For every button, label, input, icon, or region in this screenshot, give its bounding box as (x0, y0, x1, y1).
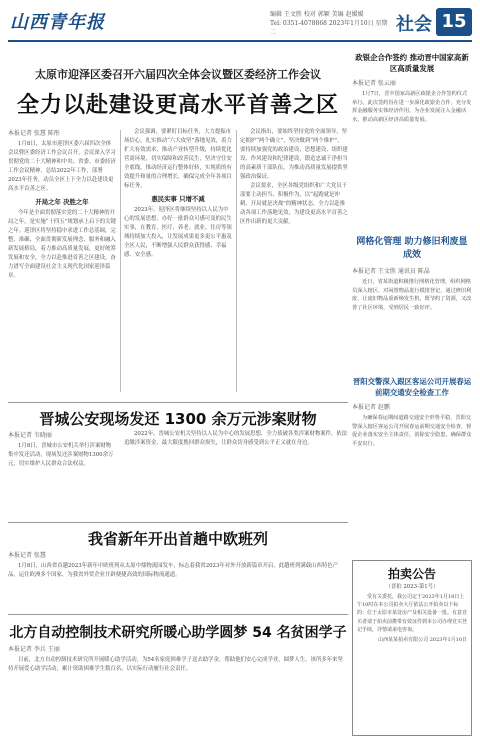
column-divider (120, 130, 121, 392)
lead-paragraph: 2023年，迎泽区将继续坚持以人民为中心的发展思想，办好一批群众可感可及的民生实事，在教育、医疗、养老、就业、住房等领域持续加大投入，让发展成果更多更公平惠及全区人民，不断增强人民群众获得感、幸福感、安全感。 (124, 207, 232, 258)
story2-column-2 (124, 430, 348, 518)
sidebar-item-paragraph: 为确保春运期间道路交通安全形势平稳，晋阳交警深入辖区客运公司开展春运前期交通安全检查，督促企业落实安全主体责任，消除安全隐患，确保群众平安出行。 (352, 415, 472, 447)
story2-paragraph: 2022年，晋城公安机关坚持以人民为中心的发展思想，全力侦破各类涉案财物案件，依法追缴涉案资金，最大限度挽回群众损失，让群众切身感受到公平正义就在身边。 (124, 431, 348, 446)
story2-paragraph: 1月8日，晋城市公安机关举行涉案财物集中发还活动，现场发还涉案财物1300余万元，切实维护人民群众合法权益。 (8, 443, 114, 467)
lead-column-2 (124, 128, 232, 396)
masthead-date: Tel: 0351-4078868 2023年1月10日 星期二 (270, 20, 388, 36)
sidebar-item-1 (352, 52, 472, 232)
sidebar-item-byline: 本报记者 张云丽 (352, 80, 396, 87)
newspaper-logo: 山西青年报 (10, 12, 105, 33)
lead-byline: 本报记者 张慧 陈彤 (8, 130, 60, 137)
sidebar-item-2 (352, 236, 472, 366)
masthead (8, 6, 472, 40)
auction-notice (352, 560, 472, 736)
notice-reference: （晋拍 2023-第1号） (385, 584, 439, 590)
column-divider (236, 130, 237, 392)
story2-column-1 (8, 430, 116, 518)
lead-headline: 全力以赴建设更高水平首善之区 (16, 93, 339, 118)
lead-kicker: 太原市迎泽区委召开六届四次全体会议暨区委经济工作会议 (35, 68, 321, 81)
section-divider (8, 522, 348, 523)
sidebar-item-title: 网格化管理 助力修旧利废显成效 (356, 237, 468, 260)
masthead-editors: 编辑 王文胜 校对 郭颖 美编 赵媛媛 (270, 11, 364, 18)
story3-headline: 我省新年开出首趟中欧班列 (87, 530, 268, 548)
story3-byline: 本报记者 张慧 (8, 552, 46, 559)
story3-paragraph: 1月8日，山西省首趟2023年新年中欧班列从太原中鼎物流园发车，标志着我省2023年对外开放新篇章开启。此趟班列满载山西特色产品，运往欧洲多个国家，为我省外贸企业开辟便捷高效的国际物流通道。 (8, 563, 339, 578)
lead-column-3 (240, 128, 348, 396)
sidebar-item-title: 政银企合作签约 推动晋中国家高新区高质量发展 (355, 53, 469, 73)
story3-body (8, 550, 348, 610)
lead-paragraph: 会议要求，全区各级党组织和广大党员干部要主动担当、积极作为，以“起跑就是冲刺、开局就是决战”的精神状态，全力以赴推动各项工作落地见效，为建设更高水平首善之区作出新的更大贡献。 (240, 183, 348, 225)
masthead-meta (270, 10, 390, 37)
lead-subhead: 惠民实事 只增不减 (151, 195, 205, 203)
section-label: 社会 (396, 14, 432, 35)
section-divider (8, 402, 348, 403)
lead-paragraph: 会议强调，要紧盯目标任务，大力提振市场信心，扎实推动“六大攻坚”落地见效，着力扩大有效需求，推动产业转型升级，持续优化营商环境，切实保障和改善民生，坚决守住安全底线，推动经济运行整体好转，实现质的有效提升和量的合理增长，确保完成全年各项目标任务。 (124, 129, 232, 189)
sidebar-item-paragraph: 近日，省某街道积极推行网格化管理，组织网格员深入辖区，对闲置物品进行摸排登记，通过修旧利废，让废旧物品重新焕发生机，既节约了资源，又改善了社区环境，受到居民一致好评。 (352, 279, 472, 311)
sidebar-item-byline: 本报记者 王文胜 通讯员 陈晶 (352, 268, 430, 275)
notice-title: 拍卖公告 (387, 567, 436, 581)
story4-byline: 本报记者 李兵 王丽 (8, 646, 60, 653)
sidebar-item-title: 晋阳交警深入跟区客运公司开展春运前期交通安全检查工作 (352, 377, 472, 397)
lead-column-1 (8, 128, 116, 396)
sidebar-item-3 (352, 376, 472, 556)
section-divider (8, 614, 348, 615)
story2-headline: 晋城公安现场发还 1300 余万元涉案财物 (39, 410, 317, 428)
lead-paragraph: 1月8日，太原市迎泽区委六届四次全体会议暨区委经济工作会议召开。会议深入学习贯彻党的二十大精神和中央、省委、市委经济工作会议精神，总结2022年工作，部署2023年任务，动员全区上下全力以赴建设更高水平首善之区。 (8, 141, 116, 192)
sidebar-item-byline: 本报记者 赵鹏 (352, 404, 390, 411)
sidebar-item-paragraph: 1月7日，晋中国家高新区政银企合作签约仪式举行。此次签约旨在进一步深化政银企合作，充分发挥金融服务实体经济作用，为企业发展注入金融活水，推动高新区经济高质量发展。 (352, 91, 472, 123)
lead-subhead: 开局之年 决胜之年 (35, 198, 89, 206)
notice-paragraph: 受有关委托，我公司定于2023年1月18日上午10时在本公司拍卖大厅依法公开拍卖以下标的：位于太原市某处房产及相关设备一批。有意竞买者请于拍卖前携带有效证件到本公司办理竞买登记手续，详情请来电咨询。 (357, 594, 468, 633)
page-number: 15 (436, 8, 472, 36)
story2-byline: 本报记者 韦晓丽 (8, 432, 52, 439)
story4-body (8, 644, 348, 736)
story4-headline: 北方自动控制技术研究所暖心助学圆梦 54 名贫困学子 (9, 625, 347, 641)
lead-paragraph: 今年是全面贯彻落实党的二十大精神的开局之年，是实施“十四五”规划承上启下的关键之年。迎泽区将坚持稳中求进工作总基调，完整、准确、全面贯彻新发展理念，服务和融入新发展格局，着力推动高质量发展，更好统筹发展和安全，全力以赴推进首善之区建设，奋力谱写全面建设社会主义现代化国家迎泽篇章。 (8, 210, 116, 279)
notice-signature: 山西某某拍卖有限公司 2023年1月10日 (378, 637, 467, 644)
masthead-rule (8, 40, 472, 42)
story4-paragraph: 日前，北方自动控制技术研究所开展暖心助学活动，为54名家庭困难学子送去助学金，帮助他们安心完成学业，圆梦人生。该所多年来坚持开展爱心助学活动，累计资助困难学生数百名，以实际行动履行社会责任。 (8, 657, 343, 672)
lead-paragraph: 会议指出，要始终坚持党的全面领导，坚定拥护“两个确立”，坚决做到“两个维护”。要持续加强党的政治建设、思想建设、组织建设、作风建设和纪律建设，锻造忠诚干净担当的高素质干部队伍，为推动高质量发展提供坚强政治保证。 (240, 129, 348, 180)
